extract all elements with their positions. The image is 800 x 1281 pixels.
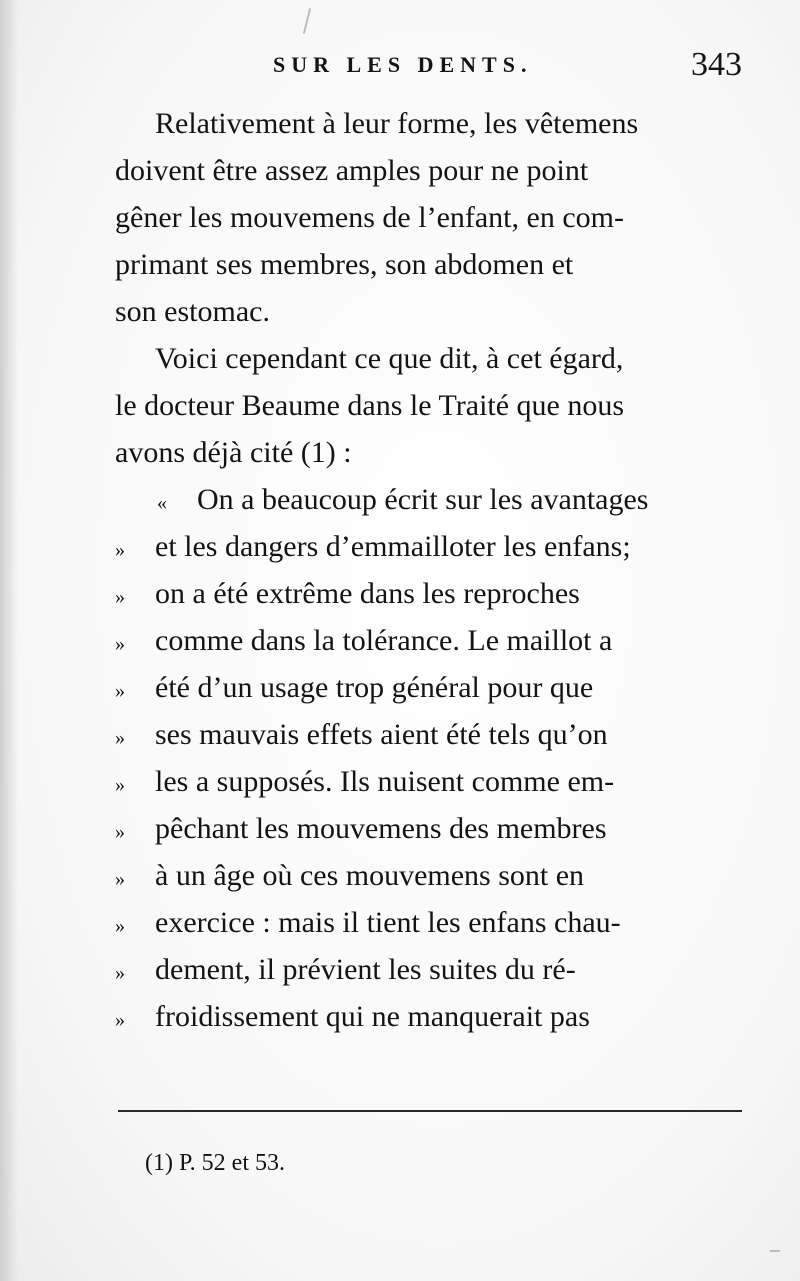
quote-text: exercice : mais il tient les enfans chau- bbox=[155, 906, 621, 939]
quote-line bbox=[115, 805, 742, 852]
quote-text: dement, il prévient les suites du ré- bbox=[155, 953, 576, 986]
text-line: gêner les mouvemens de l’enfant, en com- bbox=[115, 201, 624, 234]
quote-text: comme dans la tolérance. Le maillot a bbox=[155, 624, 613, 657]
scan-artifact bbox=[770, 1250, 780, 1252]
text-line: avons déjà cité (1) : bbox=[115, 436, 352, 469]
text-line: doivent être assez amples pour ne point bbox=[115, 154, 589, 187]
quote-line bbox=[115, 476, 742, 523]
quote-mark: » bbox=[115, 821, 125, 843]
quote-line bbox=[115, 711, 742, 758]
quote-mark: » bbox=[115, 962, 125, 984]
text-line: Relativement à leur forme, les vêtemens bbox=[155, 107, 639, 140]
quote-line bbox=[115, 946, 742, 993]
quote-text: et les dangers d’emmailloter les enfans; bbox=[155, 530, 631, 563]
quote-line bbox=[115, 664, 742, 711]
page-header bbox=[115, 46, 742, 90]
text-line: le docteur Beaume dans le Traité que nous bbox=[115, 389, 625, 422]
quote-text: pêchant les mouvemens des membres bbox=[155, 812, 607, 845]
quote-text: à un âge où ces mouvemens sont en bbox=[155, 859, 585, 892]
quote-text: ses mauvais effets aient été tels qu’on bbox=[155, 718, 608, 751]
quote-mark: » bbox=[115, 727, 125, 749]
footnote-rule bbox=[118, 1110, 742, 1112]
quote-text: les a supposés. Ils nuisent comme em- bbox=[155, 765, 615, 798]
quote-line bbox=[115, 758, 742, 805]
page-number: 343 bbox=[691, 46, 742, 83]
quote-line bbox=[115, 617, 742, 664]
text-line: son estomac. bbox=[115, 295, 270, 328]
footnote: (1) P. 52 et 53. bbox=[145, 1150, 285, 1176]
quote-text: On a beaucoup écrit sur les avantages bbox=[197, 483, 649, 516]
body-text bbox=[115, 100, 742, 1040]
quote-mark: » bbox=[115, 633, 125, 655]
quote-line bbox=[115, 852, 742, 899]
quote-text: froidissement qui ne manquerait pas bbox=[155, 1000, 590, 1033]
quote-mark: » bbox=[115, 586, 125, 608]
quote-mark: » bbox=[115, 539, 125, 561]
quote-mark: « bbox=[157, 492, 167, 514]
running-head: SUR LES DENTS. bbox=[273, 52, 533, 77]
quote-mark: » bbox=[115, 774, 125, 796]
quote-line bbox=[115, 899, 742, 946]
quote-mark: » bbox=[115, 915, 125, 937]
page-gutter-shadow bbox=[0, 0, 18, 1281]
quote-text: on a été extrême dans les reproches bbox=[155, 577, 580, 610]
quote-line bbox=[115, 570, 742, 617]
quote-text: été d’un usage trop général pour que bbox=[155, 671, 594, 704]
quote-line bbox=[115, 523, 742, 570]
scan-artifact bbox=[303, 8, 311, 34]
quote-mark: » bbox=[115, 868, 125, 890]
quote-mark: » bbox=[115, 680, 125, 702]
text-line: Voici cependant ce que dit, à cet égard, bbox=[155, 342, 624, 375]
text-line: primant ses membres, son abdomen et bbox=[115, 248, 574, 281]
quote-line bbox=[115, 993, 742, 1040]
quote-mark: » bbox=[115, 1009, 125, 1031]
